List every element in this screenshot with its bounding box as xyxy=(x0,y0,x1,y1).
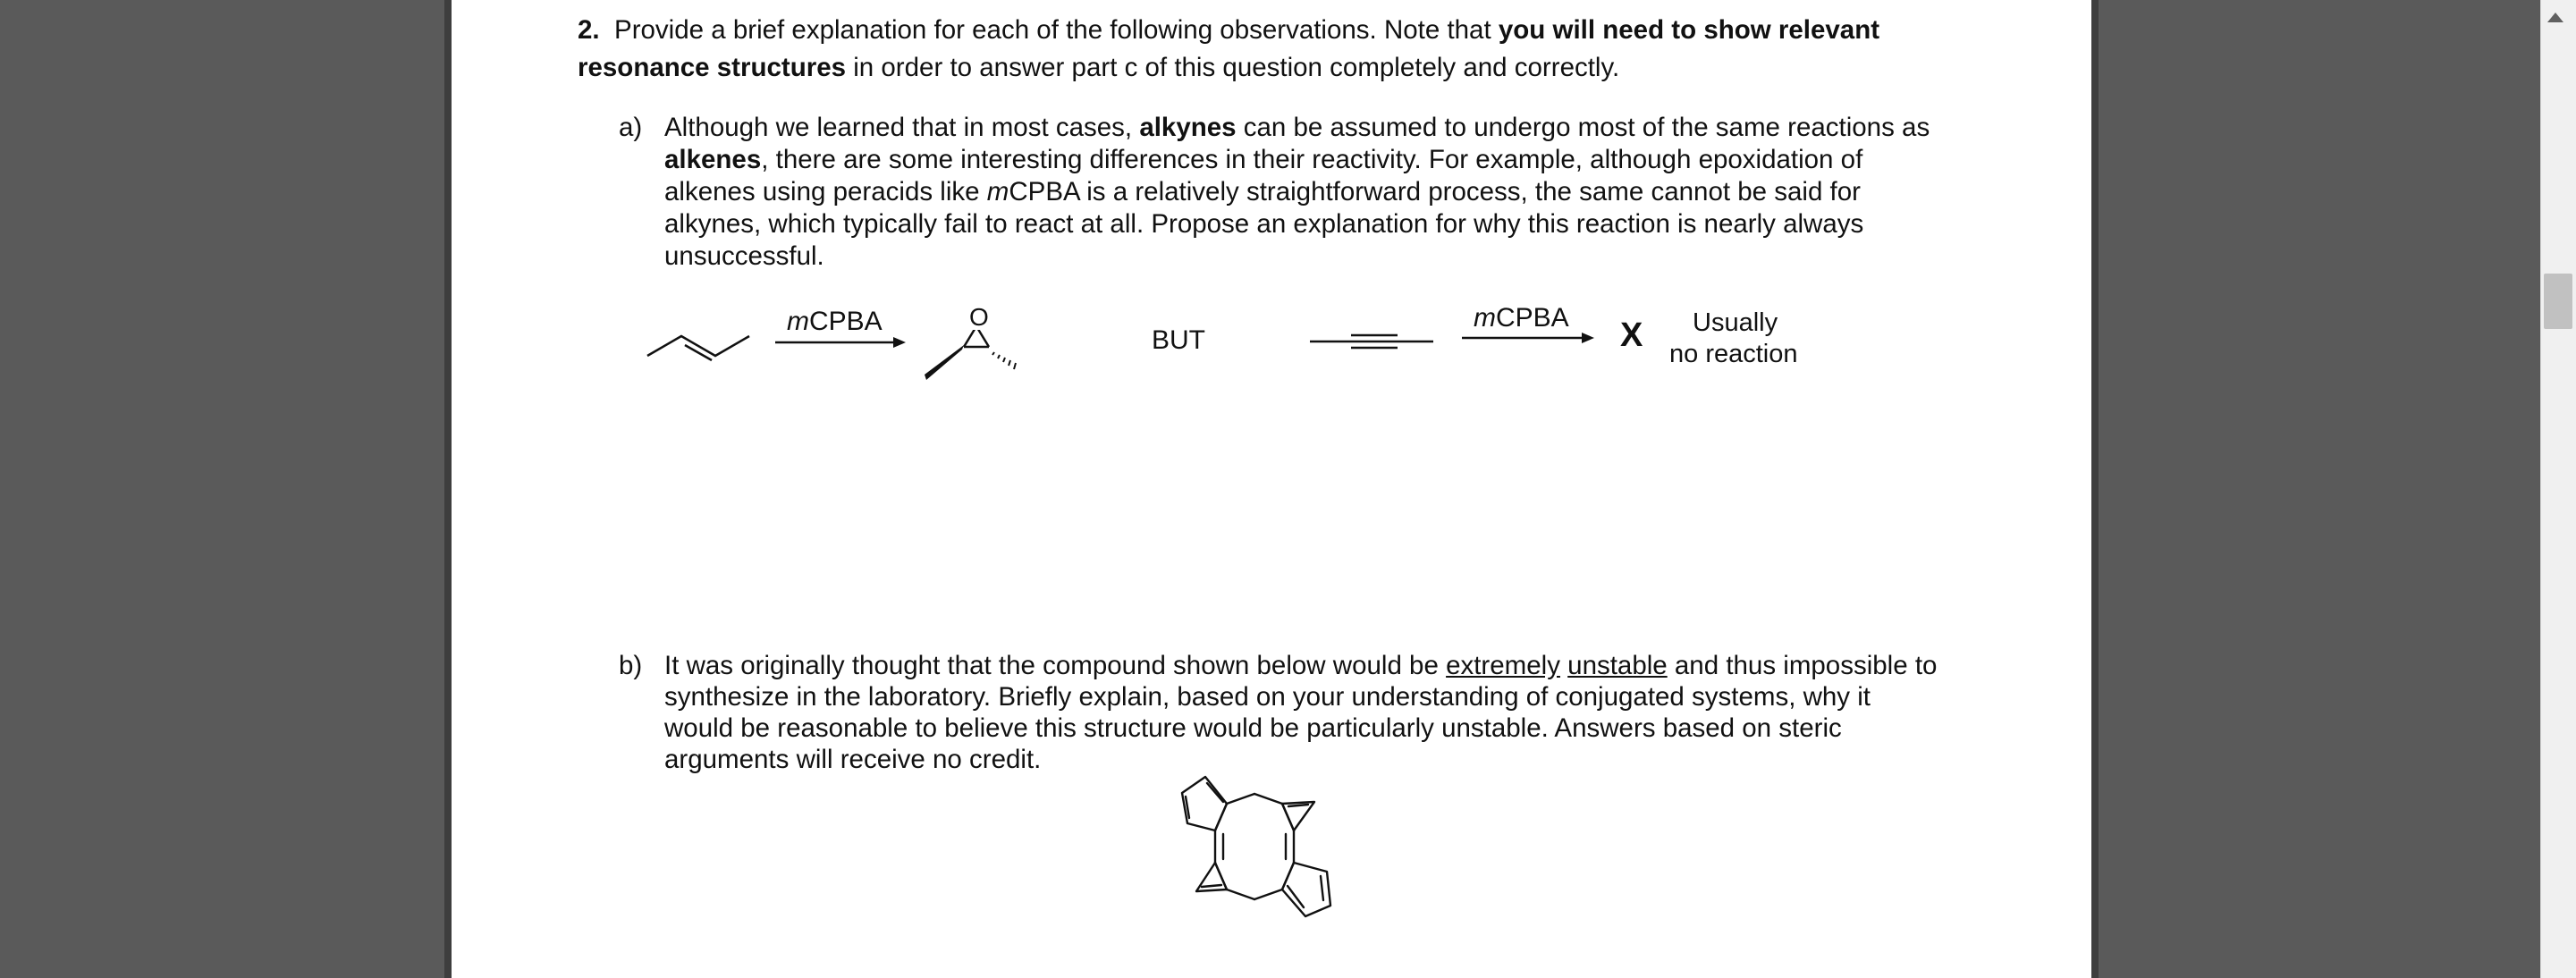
scroll-up-arrow-icon[interactable] xyxy=(2547,13,2563,22)
part-b-unstable-underlined: unstable xyxy=(1567,651,1668,680)
part-b-line-2: synthesize in the laboratory. Briefly explain, based on your understanding of conjugated systems, why it xyxy=(664,682,1871,712)
part-a-line-1-pre: Although we learned that in most cases, xyxy=(664,113,1140,142)
no-reaction-x-mark: X xyxy=(1620,316,1643,354)
part-a-line-5: unsuccessful. xyxy=(664,241,824,271)
alkyne-structure xyxy=(1310,331,1435,352)
part-b-space xyxy=(1560,651,1567,680)
outcome-line-2: no reaction xyxy=(1669,340,1798,368)
part-a-line-1 xyxy=(664,112,1930,144)
part-a-line-3-pre: alkenes using peracids like xyxy=(664,177,987,207)
question-number: 2. xyxy=(578,15,600,45)
viewer-background-left xyxy=(0,0,451,978)
part-a-line-1-post: can be assumed to undergo most of the same reactions as xyxy=(1236,113,1930,142)
question-intro-line-1 xyxy=(578,14,1879,46)
reaction-arrow-1 xyxy=(773,335,908,350)
question-intro-bold: you will need to show relevant xyxy=(1498,15,1880,45)
part-a-line-4: alkynes, which typically fail to react at all. Propose an explanation for why this reaction is nearly always xyxy=(664,209,1864,239)
reagent-mcpba-2 xyxy=(1474,302,1569,334)
part-b-line-4: arguments will receive no credit. xyxy=(664,745,1042,774)
epoxide-oxygen-label: O xyxy=(969,303,989,331)
part-a-line-3-italic: m xyxy=(986,177,1009,207)
reagent-2-italic: m xyxy=(1474,303,1496,333)
part-a-line-3-post: CPBA is a relatively straightforward process, the same cannot be said for xyxy=(1009,177,1861,207)
reaction-arrow-2 xyxy=(1460,331,1596,345)
part-a-line-2 xyxy=(664,144,1862,176)
question-intro-bold-2: resonance structures xyxy=(578,53,847,82)
part-b-extremely-underlined: extremely xyxy=(1446,651,1560,680)
outcome-line-1: Usually xyxy=(1693,308,1778,337)
part-b-line-1-pre: It was originally thought that the compound shown below would be xyxy=(664,651,1447,680)
part-b-line-1 xyxy=(664,650,1937,682)
vertical-scrollbar[interactable] xyxy=(2540,0,2576,978)
question-intro-text: Provide a brief explanation for each of the following observations. Note that xyxy=(614,15,1499,45)
part-b-label: b) xyxy=(619,651,643,680)
page-shadow-left xyxy=(444,0,452,978)
part-a-alkynes-bold: alkynes xyxy=(1139,113,1237,142)
alkene-structure xyxy=(644,322,751,367)
reagent-1-italic: m xyxy=(787,307,809,336)
part-a-line-3 xyxy=(664,176,1861,208)
but-label: BUT xyxy=(1152,325,1205,355)
reagent-1-text: CPBA xyxy=(809,307,883,336)
part-a-line-2-post: , there are some interesting differences in their reactivity. For example, although epoxidation of xyxy=(761,145,1863,174)
fused-polycyclic-compound-drawing xyxy=(1162,755,1377,934)
part-a-label: a) xyxy=(619,113,643,142)
part-a-alkenes-bold: alkenes xyxy=(664,145,762,174)
part-b-line-3: would be reasonable to believe this structure would be particularly unstable. Answers based on steric xyxy=(664,713,1842,743)
reagent-mcpba-1 xyxy=(787,306,883,338)
question-intro-text-2: in order to answer part c of this question completely and correctly. xyxy=(846,53,1620,82)
question-intro-line-2 xyxy=(578,52,1619,84)
scrollbar-thumb[interactable] xyxy=(2544,274,2572,329)
part-b-line-1-post: and thus impossible to xyxy=(1667,651,1938,680)
viewer-background-right xyxy=(2099,0,2540,978)
reagent-2-text: CPBA xyxy=(1496,303,1569,333)
page-shadow-right xyxy=(2091,0,2099,978)
